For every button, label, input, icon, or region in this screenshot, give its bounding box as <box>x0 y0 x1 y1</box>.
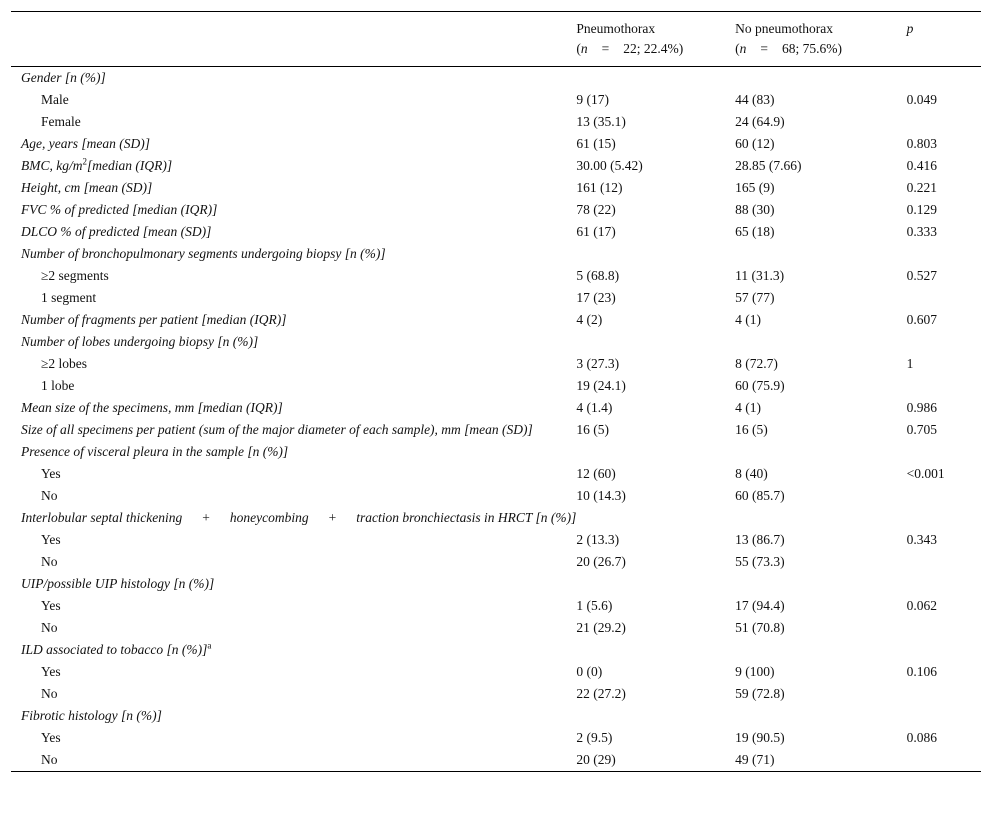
row-label-text: [median (IQR)] <box>87 158 173 173</box>
value-pneumothorax: 2 (13.3) <box>576 532 620 547</box>
value-no-pneumothorax: 28.85 (7.66) <box>735 158 802 173</box>
value-no-pneumothorax: 88 (30) <box>735 202 775 217</box>
value-pneumothorax: 0 (0) <box>576 664 603 679</box>
table-row <box>11 485 981 507</box>
table-row <box>11 397 981 419</box>
value-p <box>907 551 981 573</box>
value-p <box>907 683 981 705</box>
value-no-pneumothorax: 19 (90.5) <box>735 730 785 745</box>
row-label <box>11 155 576 177</box>
value-no-pneumothorax <box>735 639 906 661</box>
value-pneumothorax: 21 (29.2) <box>576 620 626 635</box>
row-label: Size of all specimens per patient (sum of the major diameter of each sample), mm [mean (SD)] <box>21 422 533 437</box>
value-pneumothorax: 4 (1.4) <box>576 400 613 415</box>
row-label: No <box>41 488 58 503</box>
value-pneumothorax: 19 (24.1) <box>576 378 626 393</box>
value-no-pneumothorax <box>735 705 906 727</box>
value-pneumothorax: 12 (60) <box>576 466 616 481</box>
table-row <box>11 573 981 595</box>
value-p <box>907 111 981 133</box>
value-pneumothorax: 9 (17) <box>576 92 609 107</box>
value-p <box>907 485 981 507</box>
value-p: 0.049 <box>906 92 937 107</box>
row-label <box>11 639 576 661</box>
table-row <box>11 375 981 397</box>
value-p <box>907 287 981 309</box>
table-row <box>11 595 981 617</box>
value-p: 0.416 <box>906 158 937 173</box>
value-no-pneumothorax: 165 (9) <box>735 180 775 195</box>
value-pneumothorax: 16 (5) <box>576 422 609 437</box>
header-blank-cell <box>11 12 576 67</box>
row-label: Male <box>41 92 69 107</box>
value-no-pneumothorax: 51 (70.8) <box>735 620 785 635</box>
value-p: 0.986 <box>906 400 937 415</box>
table-row <box>11 749 981 772</box>
table-row <box>11 441 981 463</box>
value-no-pneumothorax <box>735 573 906 595</box>
value-no-pneumothorax: 60 (75.9) <box>735 378 785 393</box>
value-no-pneumothorax <box>735 243 906 265</box>
row-label: ≥2 segments <box>41 268 109 283</box>
value-p <box>907 573 981 595</box>
value-pneumothorax: 3 (27.3) <box>576 356 620 371</box>
value-p: 0.607 <box>906 312 937 327</box>
value-no-pneumothorax: 4 (1) <box>735 312 762 327</box>
value-no-pneumothorax: 4 (1) <box>735 400 762 415</box>
value-p: 0.086 <box>906 730 937 745</box>
row-label: ≥2 lobes <box>41 356 88 371</box>
table-row <box>11 617 981 639</box>
row-label: Mean size of the specimens, mm [median (IQR)] <box>21 400 283 415</box>
value-pneumothorax: 2 (9.5) <box>576 730 613 745</box>
row-label-superscript: a <box>207 640 212 651</box>
value-no-pneumothorax: 49 (71) <box>735 749 906 772</box>
table-row <box>11 727 981 749</box>
value-p <box>907 331 981 353</box>
table-row <box>11 177 981 199</box>
value-pneumothorax: 4 (2) <box>576 312 603 327</box>
value-p: 0.343 <box>906 532 937 547</box>
row-label: Age, years [mean (SD)] <box>21 136 150 151</box>
value-p: 0.705 <box>906 422 937 437</box>
value-p <box>907 639 981 661</box>
header-no-pneumothorax <box>735 12 906 67</box>
value-p: <0.001 <box>906 466 945 481</box>
value-no-pneumothorax: 8 (40) <box>735 466 768 481</box>
row-label: Female <box>41 114 81 129</box>
row-label-part: + <box>202 510 210 525</box>
value-no-pneumothorax: 8 (72.7) <box>735 356 778 371</box>
value-no-pneumothorax: 11 (31.3) <box>735 268 785 283</box>
row-label-part: + <box>328 510 337 525</box>
table-row <box>11 199 981 221</box>
row-label: Presence of visceral pleura in the sample [n (%)] <box>21 444 289 459</box>
value-no-pneumothorax <box>735 507 906 529</box>
value-p: 0.333 <box>906 224 937 239</box>
row-label: FVC % of predicted [median (IQR)] <box>21 202 218 217</box>
value-pneumothorax: 78 (22) <box>576 202 616 217</box>
table-row <box>11 331 981 353</box>
value-pneumothorax: 20 (26.7) <box>576 554 626 569</box>
table-row <box>11 67 981 90</box>
value-p <box>907 243 981 265</box>
row-label <box>11 507 576 529</box>
table-row <box>11 265 981 287</box>
value-p <box>907 705 981 727</box>
row-label: No <box>41 620 58 635</box>
value-no-pneumothorax: 24 (64.9) <box>735 114 785 129</box>
row-label-superscript: 2 <box>82 156 87 167</box>
row-label: UIP/possible UIP histology [n (%)] <box>21 576 215 591</box>
table-row <box>11 705 981 727</box>
row-label: DLCO % of predicted [mean (SD)] <box>21 224 212 239</box>
header-pneumothorax <box>576 12 735 67</box>
header-row <box>11 12 981 67</box>
value-p <box>907 507 981 529</box>
value-p <box>907 617 981 639</box>
value-p: 0.062 <box>906 598 937 613</box>
value-no-pneumothorax: 9 (100) <box>735 664 775 679</box>
table-row <box>11 683 981 705</box>
value-p <box>907 441 981 463</box>
header-no-pneumothorax-n: (n = 68; 75.6%) <box>735 41 843 56</box>
value-pneumothorax: 13 (35.1) <box>576 114 626 129</box>
value-no-pneumothorax: 59 (72.8) <box>735 686 785 701</box>
value-pneumothorax <box>576 507 735 529</box>
row-label: Height, cm [mean (SD)] <box>21 180 153 195</box>
row-label-part: Interlobular septal thickening <box>21 510 183 525</box>
value-pneumothorax: 161 (12) <box>576 180 623 195</box>
row-label-text: ILD associated to tobacco [n (%)] <box>21 642 208 657</box>
table-row <box>11 89 981 111</box>
value-p: 0.803 <box>906 136 937 151</box>
value-pneumothorax: 30.00 (5.42) <box>576 158 643 173</box>
value-no-pneumothorax: 13 (86.7) <box>735 532 785 547</box>
row-label-part: honeycombing <box>229 510 309 525</box>
value-pneumothorax: 61 (15) <box>576 136 616 151</box>
row-label: Number of fragments per patient [median (IQR)] <box>21 312 287 327</box>
table-row <box>11 419 981 441</box>
row-label: No <box>41 554 58 569</box>
row-label: 1 lobe <box>41 378 75 393</box>
table-row <box>11 287 981 309</box>
row-label-part: traction bronchiectasis in HRCT [n (%)] <box>356 510 577 525</box>
table-row <box>11 111 981 133</box>
row-label: No <box>41 686 58 701</box>
table-row <box>11 133 981 155</box>
value-pneumothorax <box>576 573 735 595</box>
value-no-pneumothorax: 60 (85.7) <box>735 488 785 503</box>
value-no-pneumothorax: 44 (83) <box>735 92 775 107</box>
value-no-pneumothorax: 17 (94.4) <box>735 598 785 613</box>
value-p: 0.527 <box>906 268 937 283</box>
value-pneumothorax <box>576 639 735 661</box>
row-label: Gender [n (%)] <box>21 70 106 85</box>
table-row <box>11 529 981 551</box>
value-p: 0.129 <box>906 202 937 217</box>
row-label: No <box>11 749 576 772</box>
table-row <box>11 353 981 375</box>
header-no-pneumothorax-title: No pneumothorax <box>735 21 834 36</box>
value-no-pneumothorax <box>735 441 906 463</box>
table-row <box>11 463 981 485</box>
table-row <box>11 155 981 177</box>
table-row <box>11 551 981 573</box>
value-p <box>907 67 981 90</box>
row-label: Yes <box>41 532 61 547</box>
value-pneumothorax: 17 (23) <box>576 290 616 305</box>
value-pneumothorax: 1 (5.6) <box>576 598 613 613</box>
table-row <box>11 507 981 529</box>
value-no-pneumothorax: 60 (12) <box>735 136 775 151</box>
value-pneumothorax: 20 (29) <box>576 749 735 772</box>
value-no-pneumothorax: 55 (73.3) <box>735 554 785 569</box>
value-pneumothorax <box>576 331 735 353</box>
row-label: Number of lobes undergoing biopsy [n (%)] <box>21 334 259 349</box>
value-pneumothorax: 10 (14.3) <box>576 488 626 503</box>
table-header <box>11 12 981 67</box>
row-label: Yes <box>41 598 61 613</box>
value-pneumothorax <box>576 441 735 463</box>
value-pneumothorax <box>576 67 735 90</box>
row-label-text: BMC, kg/m <box>21 158 83 173</box>
row-label: 1 segment <box>41 290 97 305</box>
value-pneumothorax <box>576 243 735 265</box>
value-p: 0.221 <box>906 180 937 195</box>
table-row <box>11 309 981 331</box>
row-label: Yes <box>41 664 61 679</box>
value-pneumothorax: 5 (68.8) <box>576 268 620 283</box>
value-pneumothorax <box>576 705 735 727</box>
value-p <box>907 749 981 772</box>
value-pneumothorax: 61 (17) <box>576 224 616 239</box>
value-p: 1 <box>906 356 914 371</box>
table-row <box>11 243 981 265</box>
results-table <box>11 11 981 772</box>
row-label: Yes <box>41 466 61 481</box>
table-row <box>11 221 981 243</box>
row-label: Fibrotic histology [n (%)] <box>21 708 162 723</box>
row-label: Yes <box>41 730 61 745</box>
value-no-pneumothorax: 16 (5) <box>735 422 768 437</box>
value-no-pneumothorax <box>735 67 906 90</box>
value-pneumothorax: 22 (27.2) <box>576 686 626 701</box>
table-body <box>11 67 981 772</box>
value-no-pneumothorax <box>735 331 906 353</box>
value-p: 0.106 <box>906 664 937 679</box>
header-p-value: p <box>907 12 981 67</box>
header-pneumothorax-n: (n = 22; 22.4%) <box>576 41 684 56</box>
header-pneumothorax-title: Pneumothorax <box>576 21 656 36</box>
value-no-pneumothorax: 65 (18) <box>735 224 775 239</box>
table-row <box>11 639 981 661</box>
row-label: Number of bronchopulmonary segments undergoing biopsy [n (%)] <box>21 246 386 261</box>
value-no-pneumothorax: 57 (77) <box>735 290 775 305</box>
value-p <box>907 375 981 397</box>
table-row <box>11 661 981 683</box>
